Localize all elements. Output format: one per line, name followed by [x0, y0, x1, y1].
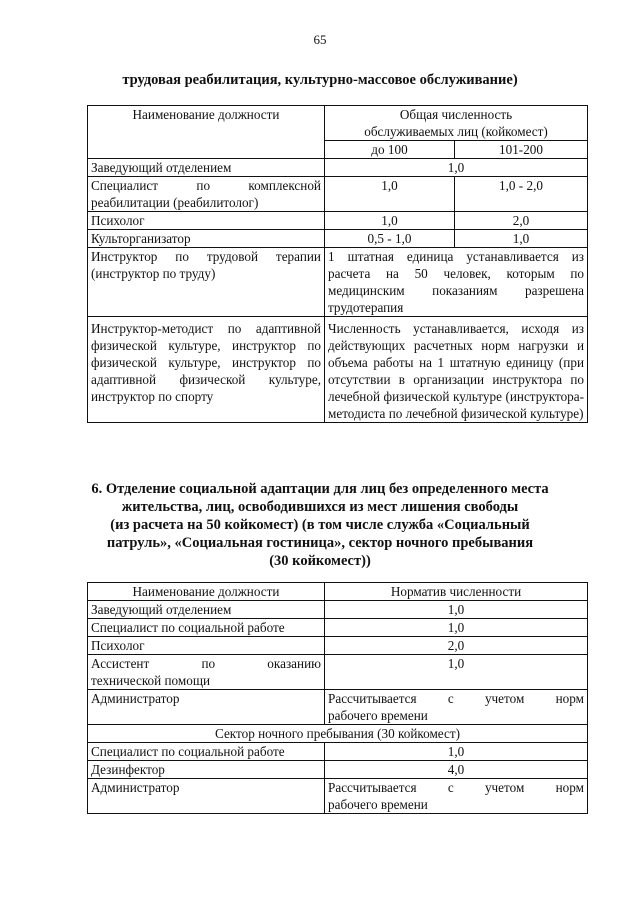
staffing-table-social-adaptation	[87, 582, 588, 814]
table-row	[88, 637, 588, 655]
table-row	[88, 655, 588, 690]
position-cell: Заведующий отделением	[88, 159, 325, 177]
value-cell: 1,0	[325, 177, 455, 212]
header-position: Наименование должности	[88, 106, 325, 159]
sector-title: Сектор ночного пребывания (30 койкомест)	[88, 725, 588, 743]
subheader-up-to-100: до 100	[325, 141, 455, 159]
table-row	[88, 761, 588, 779]
value-cell: 0,5 - 1,0	[325, 230, 455, 248]
section-heading-continued: трудовая реабилитация, культурно-массовое обслуживание)	[122, 72, 518, 88]
table-row	[88, 212, 588, 230]
table-row	[88, 317, 588, 423]
position-cell: Ассистент по оказанию технической помощи	[88, 655, 325, 690]
table-row	[88, 743, 588, 761]
table-header-row	[88, 583, 588, 601]
value-cell: Рассчитывается с учетом норм рабочего времени	[325, 690, 588, 725]
value-cell: Рассчитывается с учетом норм рабочего времени	[325, 779, 588, 814]
table-row	[88, 230, 588, 248]
subheader-101-200: 101-200	[455, 141, 588, 159]
position-cell: Специалист по социальной работе	[88, 619, 325, 637]
table-row	[88, 601, 588, 619]
value-cell: 1,0	[325, 212, 455, 230]
value-cell: 1,0 - 2,0	[455, 177, 588, 212]
position-cell: Психолог	[88, 637, 325, 655]
value-cell: 1,0	[325, 159, 588, 177]
position-cell: Администратор	[88, 690, 325, 725]
position-cell: Заведующий отделением	[88, 601, 325, 619]
value-cell: 2,0	[455, 212, 588, 230]
value-cell: 1,0	[455, 230, 588, 248]
value-cell: 1,0	[325, 655, 588, 690]
header-total-clients: Общая численность обслуживаемых лиц (койкомест)	[325, 106, 588, 141]
value-cell: 4,0	[325, 761, 588, 779]
table-row	[88, 779, 588, 814]
value-cell: 1,0	[325, 743, 588, 761]
section-6-heading: 6. Отделение социальной адаптации для лиц без определенного места жительства, лиц, освободившихся из мест лишения свободы (из расчета на 50 койкомест) (в том числе служба «Социальный патруль», «Социальная гостиница», сектор ночного пребывания (30 койкомест))	[91, 481, 549, 569]
sector-title-row	[88, 725, 588, 743]
table-row	[88, 619, 588, 637]
position-cell: Администратор	[88, 779, 325, 814]
value-cell: 2,0	[325, 637, 588, 655]
position-cell: Специалист по социальной работе	[88, 743, 325, 761]
position-cell: Дезинфектор	[88, 761, 325, 779]
value-cell: 1,0	[325, 601, 588, 619]
page-number: 65	[313, 32, 327, 47]
table-row	[88, 690, 588, 725]
position-cell: Инструктор-методист по адаптивной физической культуре, инструктор по физической культуре, инструктор по адаптивной физической культуре, инструктор по спорту	[88, 317, 325, 423]
position-cell: Специалист по комплексной реабилитации (реабилитолог)	[88, 177, 325, 212]
table-row	[88, 248, 588, 317]
table-row	[88, 159, 588, 177]
header-norm: Норматив численности	[325, 583, 588, 601]
table-row	[88, 177, 588, 212]
value-cell: 1 штатная единица устанавливается из расчета на 50 человек, которым по медицинским показаниям разрешена трудотерапия	[325, 248, 588, 317]
position-cell: Инструктор по трудовой терапии (инструктор по труду)	[88, 248, 325, 317]
position-cell: Культорганизатор	[88, 230, 325, 248]
value-cell: Численность устанавливается, исходя из действующих расчетных норм нагрузки и объема работы на 1 штатную единицу (при отсутствии в организации инструктора по лечебной физической культуре (инструктора-методиста по лечебной физической культуре)	[325, 317, 588, 423]
position-cell: Психолог	[88, 212, 325, 230]
staffing-table-rehabilitation	[87, 105, 588, 423]
value-cell: 1,0	[325, 619, 588, 637]
table-header-row	[88, 106, 588, 141]
header-position: Наименование должности	[88, 583, 325, 601]
